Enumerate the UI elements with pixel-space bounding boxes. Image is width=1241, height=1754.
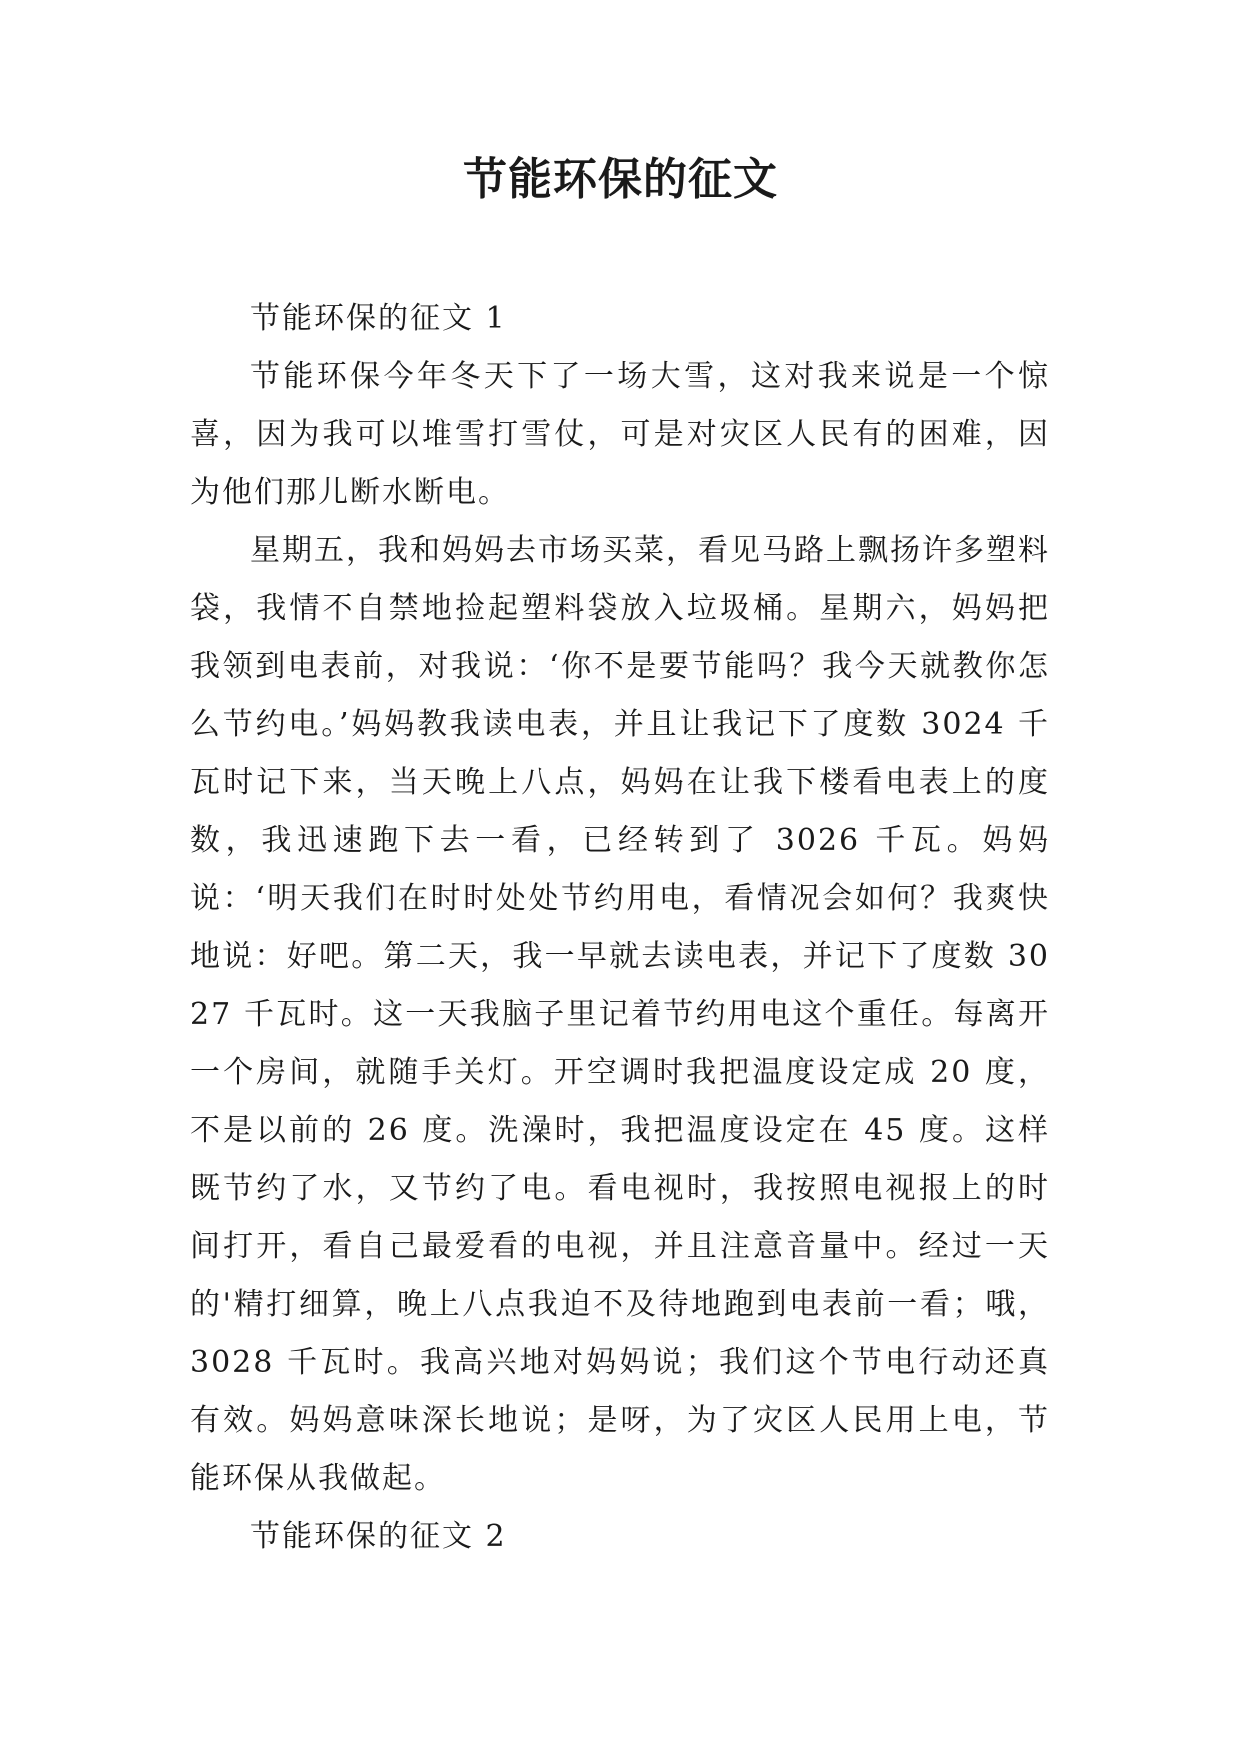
document-body <box>190 290 1050 1566</box>
section-heading-2: 节能环保的征文 2 <box>250 1519 507 1554</box>
paragraph-1: 节能环保今年冬天下了一场大雪，这对我来说是一个惊喜，因为我可以堆雪打雪仗，可是对灾区人民有的困难，因为他们那儿断水断电。 <box>190 359 1050 510</box>
page-title: 节能环保的征文 <box>463 154 778 205</box>
section-heading-1: 节能环保的征文 1 <box>250 301 507 336</box>
paragraph-2: 星期五，我和妈妈去市场买菜，看见马路上飘扬许多塑料袋，我情不自禁地捡起塑料袋放入垃圾桶。星期六，妈妈把我领到电表前，对我说：‘你不是要节能吗？我今天就教你怎么节约电。’妈妈教我读电表，并且让我记下了度数 3024 千瓦时记下来，当天晚上八点，妈妈在让我下楼看电表上的度数，我迅速跑下去一看，已经转到了 3026 千瓦。妈妈说：‘明天我们在时时处处节约用电，看情况会如何？我爽快地说：好吧。第二天，我一早就去读电表，并记下了度数 3027 千瓦时。这一天我脑子里记着节约用电这个重任。每离开一个房间，就随手关灯。开空调时我把温度设定成 20 度，不是以前的 26 度。洗澡时，我把温度设定在 45 度。这样既节约了水，又节约了电。看电视时，我按照电视报上的时间打开，看自己最爱看的电视，并且注意音量中。经过一天的'精打细算，晚上八点我迫不及待地跑到电表前一看；哦，3028 千瓦时。我高兴地对妈妈说；我们这个节电行动还真有效。妈妈意味深长地说；是呀，为了灾区人民用上电，节能环保从我做起。 <box>190 533 1050 1496</box>
